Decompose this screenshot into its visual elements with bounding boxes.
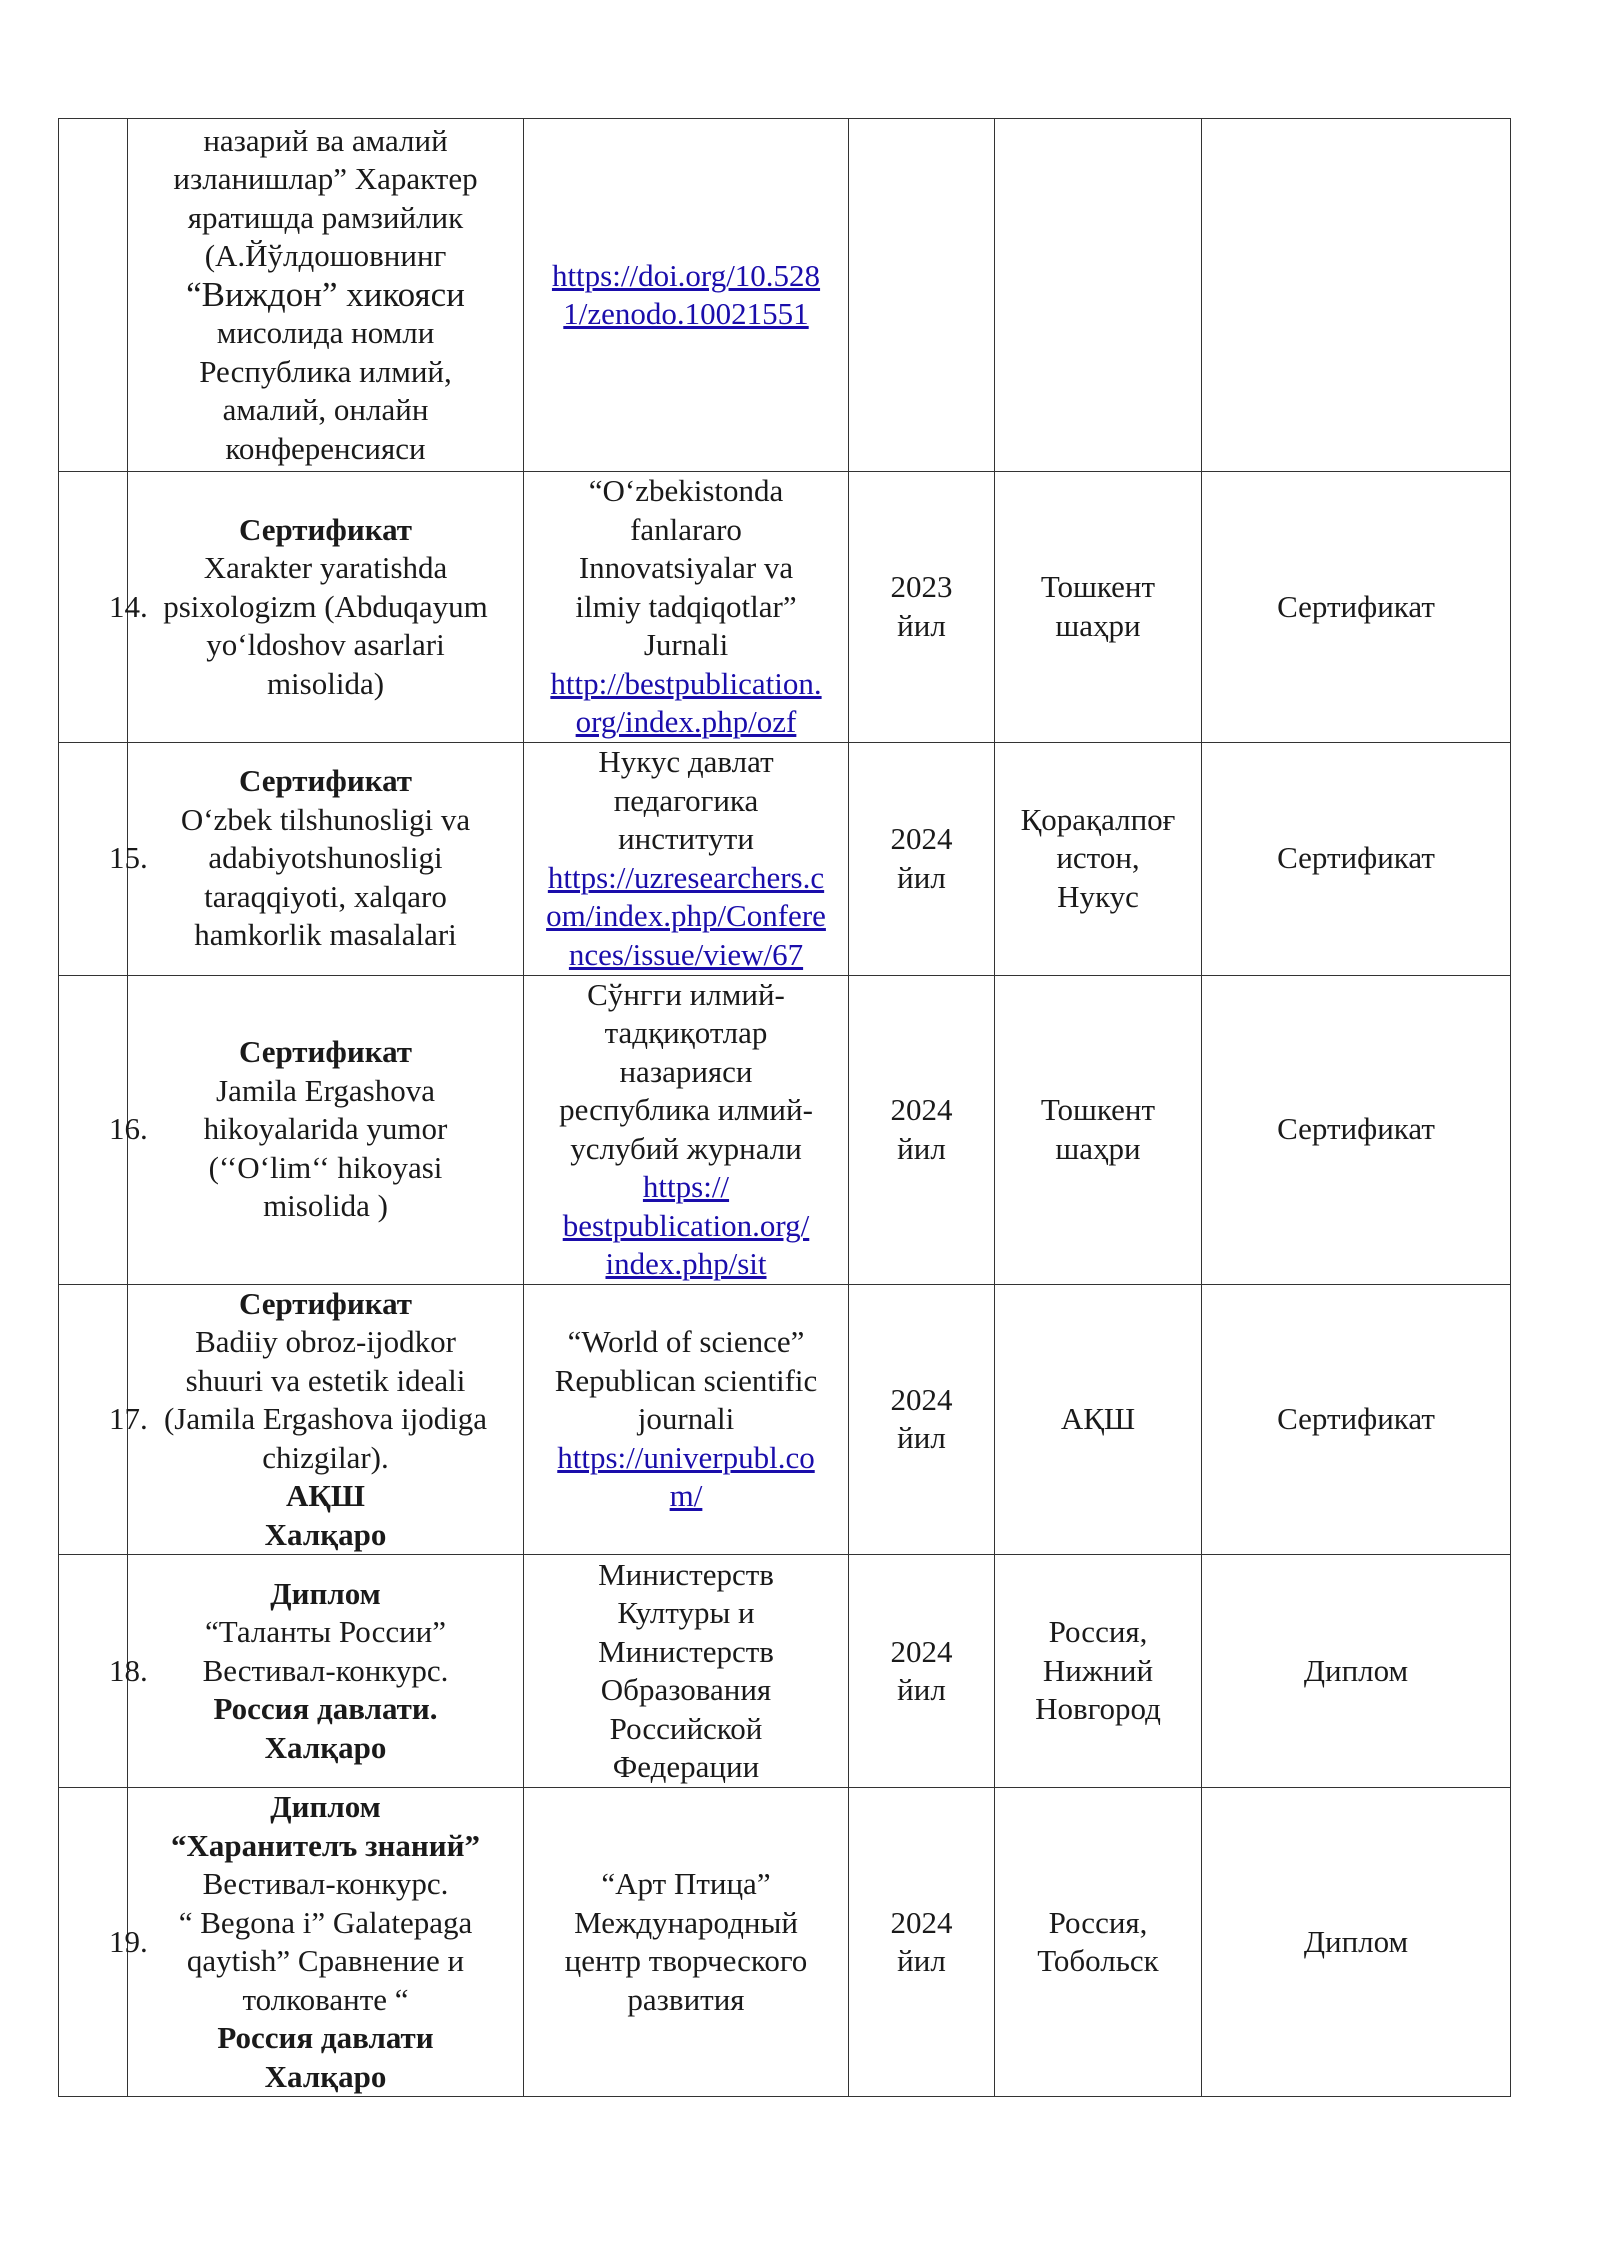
source-line: Федерации (612, 1749, 760, 1784)
source-line: Нукус давлат (598, 744, 774, 779)
title-heading-line: Россия давлати. (213, 1691, 438, 1727)
title-line: chizgilar). (262, 1439, 389, 1475)
title-cell (128, 975, 524, 1284)
title-line: psixologizm (Abduqayum (163, 588, 488, 624)
source-line: Министерств (598, 1633, 774, 1669)
document-type-cell (1202, 119, 1511, 472)
source-line: Министерств (598, 1556, 774, 1592)
source-link[interactable]: m/ (669, 1478, 703, 1513)
source-line: центр творческого (564, 1943, 808, 1978)
year-line: 2024 (890, 1633, 953, 1669)
source-link[interactable]: bestpublication.org/ (562, 1207, 810, 1243)
source-link[interactable]: om/index.php/Confere (546, 898, 826, 933)
title-heading-line: Диплом (270, 1575, 381, 1611)
source-link[interactable]: http://bestpublication. (550, 665, 822, 701)
table-row (59, 742, 1511, 975)
title-heading-line: Сертификат (238, 511, 413, 547)
year-line: 2024 (890, 1092, 953, 1127)
place-line: Россия, (1048, 1904, 1148, 1940)
table-row (59, 1284, 1511, 1555)
source-link[interactable]: 1/zenodo.10021551 (563, 296, 809, 331)
year-cell (849, 119, 995, 472)
records-table (58, 118, 1511, 2097)
source-cell (524, 1555, 849, 1788)
place-line: Россия, (1048, 1614, 1148, 1650)
source-link[interactable]: https://uzresearchers.c (547, 859, 825, 895)
place-line: Тобольск (1037, 1943, 1159, 1978)
title-line: misolida) (266, 665, 385, 701)
source-line: назарияси (619, 1053, 753, 1089)
place-line: шаҳри (1055, 607, 1141, 643)
place-line: Нукус (1057, 878, 1139, 914)
source-line: педагогика (613, 782, 759, 818)
table-row (59, 1788, 1511, 2097)
title-line: taraqqiyoti, xalqaro (204, 878, 447, 914)
title-line: hamkorlik masalalari (194, 917, 457, 953)
title-line: yo‘ldoshov asarlari (206, 627, 445, 662)
title-line: толкованте “ (242, 1981, 409, 2017)
title-line: (Jamila Ergashova ijodiga (163, 1401, 488, 1436)
table-row (59, 472, 1511, 743)
title-line: O‘zbek tilshunosligi va (180, 801, 471, 837)
source-cell (524, 1284, 849, 1555)
source-line: ilmiy tadqiqotlar” (575, 588, 797, 624)
title-line: hikoyalarida yumor (203, 1111, 448, 1147)
document-type-cell: Диплом (1202, 1555, 1511, 1788)
table-row (59, 975, 1511, 1284)
table-row (59, 119, 1511, 472)
source-link[interactable]: https://univerpubl.co (557, 1439, 815, 1475)
year-cell (849, 742, 995, 975)
title-line: конференсияси (225, 430, 426, 466)
title-heading-line: Диплом (270, 1789, 381, 1824)
place-cell (995, 1788, 1202, 2097)
place-cell (995, 472, 1202, 743)
title-line: яратишда рамзийлик (187, 199, 464, 235)
source-link[interactable]: index.php/sit (605, 1246, 767, 1281)
source-line: тадқиқотлар (604, 1015, 768, 1050)
place-line: шаҳри (1055, 1130, 1141, 1166)
source-link[interactable]: https:// (642, 1169, 730, 1204)
title-cell (128, 1284, 524, 1555)
title-line: изланишлар” Характер (173, 161, 478, 197)
source-line: “O‘zbekistonda (588, 473, 784, 508)
document-type-cell: Сертификат (1202, 975, 1511, 1284)
source-cell (524, 119, 849, 472)
title-heading-line: Халқаро (264, 1729, 387, 1765)
title-heading-line: “Харанителъ знаний” (171, 1827, 480, 1863)
title-line: Республика илмий, (199, 353, 452, 389)
title-cell (128, 1555, 524, 1788)
title-line: Badiiy obroz-ijodkor (195, 1324, 456, 1359)
year-cell (849, 975, 995, 1284)
year-line: йил (897, 607, 946, 643)
year-cell (849, 1555, 995, 1788)
title-line: мисолида номли (216, 315, 435, 351)
source-cell (524, 742, 849, 975)
year-cell (849, 472, 995, 743)
title-heading-line: АҚШ (286, 1478, 365, 1513)
row-number-cell: 14. (59, 472, 128, 743)
source-line: “World of science” (567, 1324, 805, 1359)
year-line: 2024 (890, 1904, 953, 1940)
title-line: Вестивал-конкурс. (202, 1866, 449, 1901)
place-cell (995, 975, 1202, 1284)
document-type-cell: Диплом (1202, 1788, 1511, 2097)
source-cell (524, 1788, 849, 2097)
place-cell (995, 119, 1202, 472)
title-line: shuuri va estetik ideali (185, 1362, 466, 1398)
place-line: Тошкент (1040, 1092, 1156, 1127)
source-line: Российской (609, 1710, 763, 1746)
title-line: Вестивал-конкурс. (202, 1652, 449, 1688)
title-cell (128, 1788, 524, 2097)
source-link[interactable]: org/index.php/ozf (575, 704, 797, 739)
title-line: “ Begona i” Galatepaga (178, 1904, 473, 1940)
source-line: Сўнгги илмий- (587, 976, 785, 1012)
place-cell (995, 742, 1202, 975)
source-line: Международный (574, 1904, 798, 1940)
title-line: Xarakter yaratishda (203, 550, 448, 585)
title-line: (А.Йўлдошовнинг (204, 238, 447, 274)
source-link[interactable]: nces/issue/view/67 (568, 936, 804, 972)
year-line: йил (897, 1943, 946, 1978)
source-line: “Арт Птица” (601, 1866, 771, 1901)
place-line: Новгород (1035, 1691, 1161, 1727)
row-number-cell: 19. (59, 1788, 128, 2097)
title-line: назарий ва амалий (203, 122, 448, 158)
year-line: 2024 (890, 1381, 953, 1417)
row-number-cell: 17. (59, 1284, 128, 1555)
place-line: Нижний (1042, 1652, 1154, 1688)
title-line: Jamila Ergashova (216, 1072, 435, 1108)
document-type-cell: Сертификат (1202, 742, 1511, 975)
place-line: АҚШ (1060, 1401, 1136, 1436)
source-link[interactable]: https://doi.org/10.528 (551, 257, 821, 293)
year-cell (849, 1788, 995, 2097)
document-type-cell: Сертификат (1202, 1284, 1511, 1555)
year-line: йил (897, 1672, 946, 1707)
place-line: Тошкент (1040, 569, 1156, 605)
row-number-cell: 15. (59, 742, 128, 975)
place-cell (995, 1284, 1202, 1555)
source-line: республика илмий- (559, 1092, 813, 1127)
title-line: adabiyotshunosligi (208, 840, 443, 876)
title-line: (‘‘O‘lim‘‘ hikoyasi (208, 1149, 443, 1185)
title-line: амалий, онлайн (222, 392, 429, 428)
year-line: йил (897, 1420, 946, 1456)
source-cell (524, 975, 849, 1284)
year-line: 2023 (890, 569, 953, 605)
source-cell (524, 472, 849, 743)
table-row (59, 1555, 1511, 1788)
records-table-body (59, 119, 1511, 2097)
year-line: 2024 (890, 821, 953, 856)
row-number-cell: 18. (59, 1555, 128, 1788)
row-number-cell (59, 119, 128, 472)
title-heading-line: Сертификат (238, 1034, 413, 1070)
title-cell (128, 119, 524, 472)
place-line: Қорақалпоғ (1020, 801, 1176, 837)
title-heading-line: Сертификат (238, 763, 413, 799)
place-line: истон, (1056, 840, 1140, 876)
year-line: йил (897, 1130, 946, 1166)
source-line: институти (618, 821, 754, 856)
source-line: Innovatsiyalar va (578, 550, 794, 585)
title-heading-line: Халқаро (264, 1516, 387, 1552)
source-line: Republican scientific (554, 1362, 818, 1398)
title-line: misolida ) (263, 1188, 388, 1224)
title-heading-line: Халқаро (264, 2058, 387, 2094)
title-cell (128, 742, 524, 975)
year-cell (849, 1284, 995, 1555)
title-heading-line: Россия давлати (217, 2020, 434, 2055)
row-number-cell: 16. (59, 975, 128, 1284)
title-heading-line: Сертификат (238, 1285, 413, 1321)
source-line: journali (637, 1401, 735, 1436)
title-line: “Таланты России” (204, 1614, 447, 1650)
source-line: услубий журнали (570, 1130, 802, 1166)
place-cell (995, 1555, 1202, 1788)
source-line: fanlararo (630, 511, 742, 547)
title-line: “Виждон” хикояси (186, 274, 465, 314)
document-type-cell: Сертификат (1202, 472, 1511, 743)
source-line: Jurnali (643, 627, 729, 662)
source-line: Образования (600, 1672, 772, 1707)
source-line: Културы и (617, 1595, 755, 1630)
source-line: развития (627, 1981, 745, 2017)
title-cell (128, 472, 524, 743)
year-line: йил (897, 859, 946, 895)
title-line: qaytish” Сравнение и (186, 1943, 465, 1978)
